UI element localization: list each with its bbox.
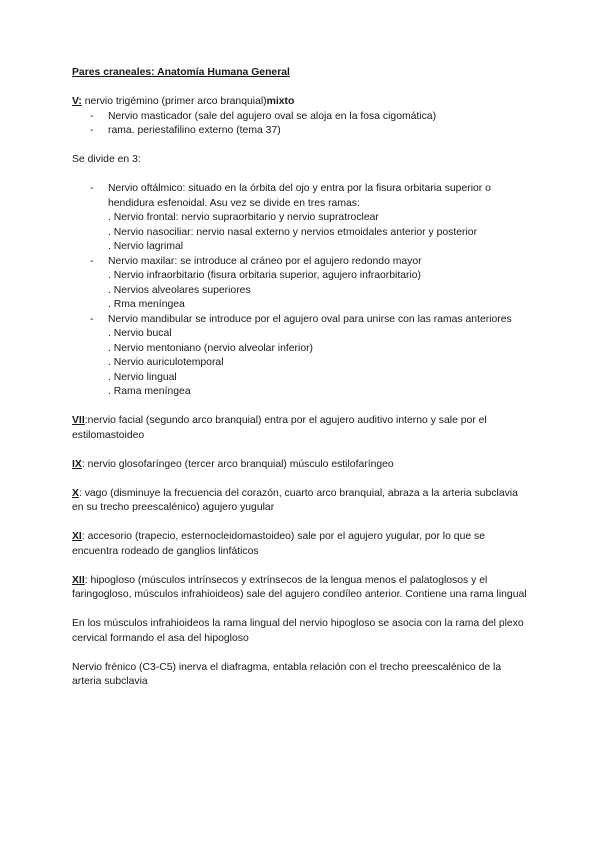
nerve-x-text: : vago (disminuye la frecuencia del corazón, cuarto arco branquial, abraza a la arteria subclavia en su trecho preescalénico) agujero yugular [72,487,518,513]
sub-item: . Rma meníngea [108,299,185,310]
list-item: - rama. periestafilino externo (tema 37) [72,124,532,139]
nerve-v-text: nervio trigémino (primer arco branquial) [81,96,267,107]
nerve-xii-text: : hipogloso (músculos intrínsecos y extrínsecos de la lengua menos el palatoglosos y el faringogloso, músculos infrahioideos) sale del agujero condíleo anterior. Contiene una rama lingual [72,574,527,600]
paragraph-infrahioideos: En los músculos infrahioideos la rama lingual del nervio hipogloso se asocia con la rama del plexo cervical formando el asa del hipogloso [72,618,524,644]
sub-item: . Rama meníngea [108,386,191,397]
nerve-vii-text: :nervio facial (segundo arco branquial) entra por el agujero auditivo interno y sale por el estilomastoideo [72,415,487,441]
branch-ophthalmic [72,182,532,255]
sub-item: . Nervios alveolares superiores [108,284,251,296]
branch-text: Nervio maxilar: se introduce al cráneo por el agujero redondo mayor [108,255,422,267]
sub-item: . Nervio infraorbitario (fisura orbitaria superior, agujero infraorbitario) [108,270,422,281]
sub-item: . Nervio lingual [108,371,177,383]
nerve-v-label: V: [72,96,82,107]
sub-item: . Nervio nasociliar: nervio nasal externo y nervios etmoidales anterior y posterior [108,226,478,238]
nerve-v-heading [72,95,532,110]
sub-item: . Nervio lagrimal [108,241,184,252]
nerve-ix [72,458,532,473]
sub-item: . Nervio auriculotemporal [108,357,224,368]
nerve-xi [72,530,532,559]
nerve-xi-label: XI [72,531,82,542]
branch-text: Nervio mandibular se introduce por el agujero oval para unirse con las ramas anteriores [108,313,512,325]
branch-text: Nervio oftálmico: situado en la órbita del ojo y entra por la fisura orbitaria superior o hendidura esfenoidal. Asu vez se divide en tres ramas: [108,183,491,209]
nerve-vii-label: VII [72,415,85,426]
nerve-x-label: X [72,487,79,499]
branch-maxillary [72,255,532,313]
nerve-v-bold: mixto [266,96,295,107]
paragraph-frenico: Nervio frénico (C3-C5) inerva el diafragma, entabla relación con el trecho preescalénico de la arteria subclavia [72,661,502,687]
document-title: Pares craneales: Anatomía Humana General [72,67,290,78]
nerve-xi-text: : accesorio (trapecio, esternocleidomastoideo) sale por el agujero yugular, por lo que se encuentra rodeado de ganglios linfáticos [72,531,485,557]
sub-item: . Nervio bucal [108,328,172,339]
document-page [72,66,532,704]
sub-item: . Nervio mentoniano (nervio alveolar inferior) [108,342,314,354]
nerve-x [72,487,532,516]
nerve-v-list [72,110,532,139]
nerve-ix-label: IX [72,458,82,470]
nerve-vii [72,414,532,443]
list-item: - Nervio masticador (sale del agujero oval se aloja en la fosa cigomática) [72,110,532,125]
branches-list [72,182,532,400]
nerve-xii [72,574,532,603]
sub-item: . Nervio frontal: nervio supraorbitario y nervio supratroclear [108,212,379,223]
nerve-ix-text: : nervio glosofaríngeo (tercer arco branquial) músculo estilofaríngeo [81,458,394,470]
branch-mandibular [72,313,532,400]
divide-text: Se divide en 3: [72,154,141,165]
nerve-xii-label: XII [72,574,85,586]
